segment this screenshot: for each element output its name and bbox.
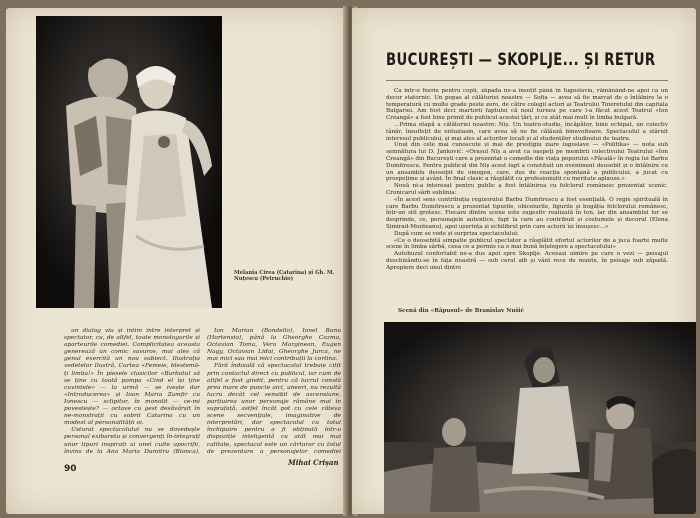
theatre-photo-right <box>384 322 696 514</box>
paragraph: Autobuzul confortabil ne-a dus apoi spre Skoplje. Aceeași uimire pe care o vezi — peisajul deschizându-se în fața noastră — sub cerul alb și vânt rece de munte, în peisaje sub zăpadă. Apropiere deci unul dintre <box>386 251 668 271</box>
title-rule <box>386 80 668 81</box>
article-author: Mihai Crișan <box>288 458 339 467</box>
article-body <box>386 88 668 298</box>
paragraph: un dialog viu și intim între interpret și spectator, cu, de altfel, toate monologurile și aparteurile comediei. Complicitatea aceasta generează un comic savuros, mai ales că genul exercită un nou subiect. Ilustrația vedetelor Ilustră, Curtea «Femeie, blestemă-ți limba!» În piesele clasicilor «Barbatul să se ține cu toată pompa «Cind el își ține cuvintele» — la urmă — se ivește dar «Introducerea» și Ioan Maria Zamfir cu Ionescu — sclipitor, în monolit — ce-mi povestește? — octave cu gest desăvârșit în ne-monstrații cu sobrii Catarina cu un modest al personalității oi. <box>64 328 200 427</box>
paragraph: Nouă ni-a interesat pentru public a fost întâlnirea cu folclorul românesc prezentat scenic. Cronicarul sârb sublinia: <box>386 183 668 196</box>
paragraph: Usturat spectacolului nu se dovedește personal exibaretu și convergenți în-integrați unor tipuri inspirați ai unei culte apocrifii, învins de la Ana Maria Dumitru (Bianca), <box>64 427 200 455</box>
photo-caption-left: Melania Cirea (Catarina) și Gh. M. Nuțescu (Petruchio) <box>234 270 335 283</box>
article-column-2 <box>207 328 341 456</box>
article-title: BUCUREȘTI — SKOPLJE... ȘI RETUR <box>386 50 656 70</box>
article-column-1 <box>64 328 200 456</box>
paragraph: Fără îndoială că spectacolul trebuie citit prin contactul direct cu publicul, iar cum de altfel a fost gindit, pentru că lucrul constă prea mare de puncte aici, uneori, nu rezultă lucru decât cel sensibil de ascensiune, parțiuirea unor personaje rămâne mai în suprafață, astfel încât pot cu cele câteva scene secvențiale, imaginative de interpretări, dar spectacolul cu totul închipuire pentru a fi obținută într-o dispoziție inteligentă cu atât mai mai calitate, spectacol este un cărturar cu totul de prezentare a personajelor comediei <box>207 363 341 455</box>
paragraph: Ion Marian (Bondello), Ionel Banu (Hortensio), până la Gheorghe Cazma, Octavian Toma, Vera Marginean, Eugen Nagy, Octavian Lidai, Gheorghe Jurca, ne mai mici sau mai mici contribuții la cortina. <box>207 328 341 363</box>
paragraph: Unul din cele mai cunoscute și mai de prestigiu ziare iugoslave — «Politika» — nota sub semnătura lui D. Janković: «Orașul Niș a avut ca oaspeți pe membrii colectivului Teatrului «Ion Creangă» din București care a prezentat o comedie din viața poporului «Păcală» în regia lui Barbu Dumitrescu. Pentru publicul din Niș acest fapt a constituit un eveniment deosebit și o întâlnire cu un ansamblu deosebit de omogen, care, dus de reacția spontană a publicului, a jucat cu prospețime și avânt. În final clasic a răsplătit cu profesioniștii cu meritate aplauze.» <box>386 142 668 183</box>
paragraph: «În acest sens contribuția regizorului Barbu Dumitrescu a fost esențială. O regie spirituală în care Barbu Dumitrescu a prezentat tipurile, obiceiurile, figurile și bogăția folclorului românesc, într-un stil grotesc. Fiecare dintre scene este sugestiv realizată în ton, iar din ansamblul lor se desprinde, ce, personajele autentice, fapt la care au contribuit și costumele și decorul (Elena Simirad-Munteanu), apoi ușurința și echilibrul prin care actorii își însușesc...» <box>386 196 668 230</box>
left-page <box>6 8 346 514</box>
paragraph: După cum se vede și surpriza spectacolului: <box>394 230 519 237</box>
paragraph: ...Prima etapă a călătoriei noastre: Niș. Un teatru-studio, încăpător, bine echipat, un colectiv tânăr, însuflețit de entuziasm, care avea să ne fie călăuză binevoitoare. Spectacolul a stârnit interesul publicului, și mai ales al actorilor locali și al studenților studioului de teatru. <box>386 121 668 142</box>
page-number: 90 <box>64 464 77 474</box>
theatre-photo-left <box>36 16 222 308</box>
right-page <box>352 8 696 514</box>
photo-caption-right: Scenă din «Răpusul» de Branislav Nušić <box>398 308 525 314</box>
paragraph: Ca într-o feerie pentru copii, zăpada ne-a însoțit până în Iugoslavia, rămânând-ne apoi ca un decor statornic. Un popas al călătoriei noastre — Sofia — avea să fie marcat de o întâlnire la o temperatură cu multe grade peste zero, de către colegii actori ai Teatrului Tineretului din capitala Bulgariei. Am fost deci martorii faptului că noul turneu pe care l-a făcut acest Teatrul «Ion Creangă» a fost bine primit de publicul acestei țări, și cu atât mai mult în limba bulgară. <box>386 88 668 122</box>
paragraph: «Ce o deosebită simpatie publicul spectator a răsplătit efortul actorilor de a juca foarte multe scene în limba sârbă, ceea ce a permis ca o mai bună înțelegere a spectacolului» <box>386 237 668 251</box>
